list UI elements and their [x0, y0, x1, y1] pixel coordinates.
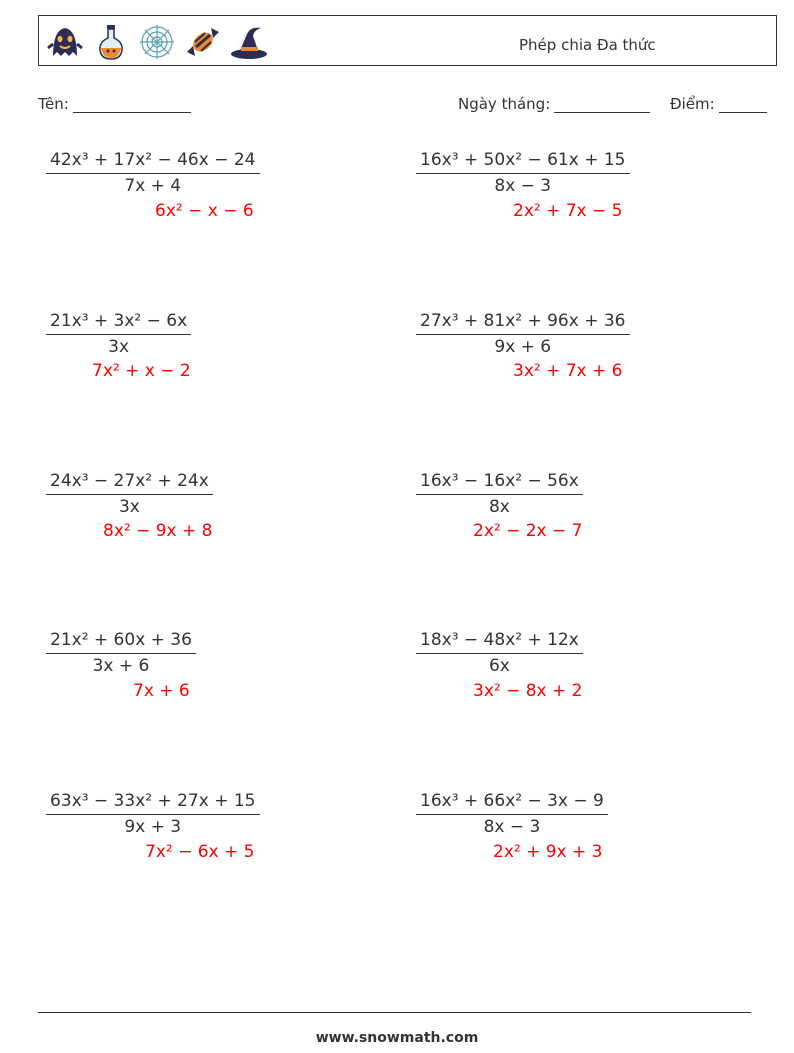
score-blank[interactable] — [719, 96, 767, 113]
numerator: 16x³ + 66x² − 3x − 9 — [416, 791, 608, 815]
worksheet-header — [38, 15, 777, 66]
witch-hat-icon — [229, 22, 269, 62]
denominator: 3x — [108, 337, 130, 357]
answer-10: 2x² + 9x + 3 — [493, 842, 603, 862]
denominator: 3x + 6 — [92, 656, 150, 676]
date-field — [458, 95, 650, 113]
problem-6 — [416, 471, 583, 517]
worksheet-title: Phép chia Đa thức — [519, 36, 656, 54]
fraction — [416, 791, 608, 837]
numerator: 24x³ − 27x² + 24x — [46, 471, 213, 495]
score-label: Điểm: — [670, 95, 715, 113]
name-field — [38, 95, 191, 113]
numerator: 18x³ − 48x² + 12x — [416, 630, 583, 654]
numerator: 21x³ + 3x² − 6x — [46, 311, 191, 335]
candy-icon — [183, 22, 223, 62]
numerator: 63x³ − 33x² + 27x + 15 — [46, 791, 260, 815]
numerator: 16x³ + 50x² − 61x + 15 — [416, 150, 630, 174]
denominator: 8x − 3 — [494, 176, 552, 196]
answer-5: 8x² − 9x + 8 — [103, 521, 213, 541]
name-blank[interactable] — [73, 96, 191, 113]
score-field — [670, 95, 767, 113]
denominator: 3x — [118, 497, 140, 517]
answer-3: 7x² + x − 2 — [92, 361, 191, 381]
denominator: 8x − 3 — [483, 817, 541, 837]
answer-7: 7x + 6 — [133, 681, 190, 701]
numerator: 27x³ + 81x² + 96x + 36 — [416, 311, 630, 335]
numerator: 16x³ − 16x² − 56x — [416, 471, 583, 495]
ghost-icon — [45, 22, 85, 62]
problem-3 — [46, 311, 191, 357]
denominator: 9x + 6 — [494, 337, 552, 357]
denominator: 9x + 3 — [124, 817, 182, 837]
fraction — [46, 471, 213, 517]
footer-divider — [38, 1012, 751, 1013]
fraction — [46, 630, 196, 676]
footer-url[interactable]: www.snowmath.com — [315, 1030, 479, 1046]
fraction — [416, 150, 630, 196]
problem-4 — [416, 311, 630, 357]
problem-1 — [46, 150, 260, 196]
fraction — [46, 791, 260, 837]
problem-5 — [46, 471, 213, 517]
fraction — [416, 311, 630, 357]
answer-1: 6x² − x − 6 — [155, 201, 254, 221]
problem-10 — [416, 791, 608, 837]
name-label: Tên: — [38, 95, 69, 113]
numerator: 21x² + 60x + 36 — [46, 630, 196, 654]
date-label: Ngày tháng: — [458, 95, 551, 113]
denominator: 6x — [488, 656, 510, 676]
answer-8: 3x² − 8x + 2 — [473, 681, 583, 701]
problem-2 — [416, 150, 630, 196]
problem-8 — [416, 630, 583, 676]
answer-6: 2x² − 2x − 7 — [473, 521, 583, 541]
numerator: 42x³ + 17x² − 46x − 24 — [46, 150, 260, 174]
answer-4: 3x² + 7x + 6 — [513, 361, 623, 381]
header-icons — [45, 22, 269, 62]
denominator: 8x — [488, 497, 510, 517]
fraction — [46, 150, 260, 196]
fraction — [416, 630, 583, 676]
potion-icon — [91, 22, 131, 62]
denominator: 7x + 4 — [124, 176, 182, 196]
answer-9: 7x² − 6x + 5 — [145, 842, 255, 862]
problem-9 — [46, 791, 260, 837]
date-blank[interactable] — [554, 96, 650, 113]
fraction — [416, 471, 583, 517]
fraction — [46, 311, 191, 357]
answer-2: 2x² + 7x − 5 — [513, 201, 623, 221]
spider-web-icon — [137, 22, 177, 62]
problem-7 — [46, 630, 196, 676]
